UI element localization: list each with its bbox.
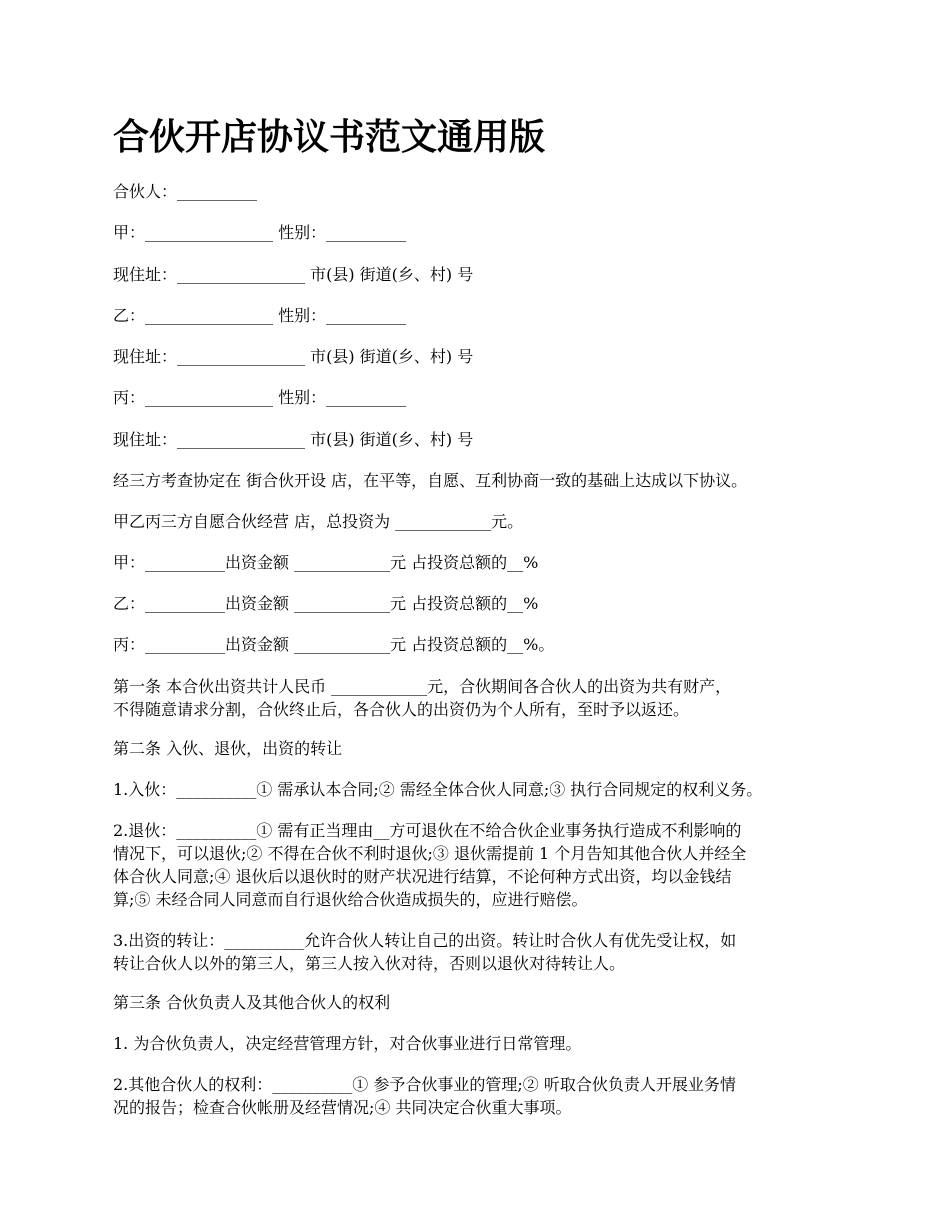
article-2-withdrawal: 2.退伙：__________① 需有正当理由__方可退伙在不给合伙企业事务执行造成不利影响的 情况下，可以退伙;② 不得在合伙不利时退伙;③ 退伙需提前 1 个月告知其他合伙人并经全 体合伙人同意;④ 退伙后以退伙时的财产状况进行结算，不论何种方式出资，均以金钱结 算;⑤ 未经合同人同意而自行退伙给合伙造成损失的，应进行赔偿。 xyxy=(113,821,747,909)
party-b-contribution: 乙：__________出资金额 ____________元 占投资总额的__% xyxy=(113,594,539,613)
agreement-intro: 经三方考查协定在 街合伙开设 店，在平等，自愿、互利协商一致的基础上达成以下协议。 xyxy=(113,471,748,490)
article-2-heading: 第二条 入伙、退伙，出资的转让 xyxy=(113,739,343,758)
article-3-other-rights: 2.其他合伙人的权利：__________① 参予合伙事业的管理;② 听取合伙负责人开展业务情 况的报告；检查合伙帐册及经营情况;④ 共同决定合伙重大事项。 xyxy=(113,1075,736,1117)
article-2-transfer: 3.出资的转让：__________允许合伙人转让自己的出资。转让时合伙人有优先受让权，如 转让合伙人以外的第三人，第三人按入伙对待，否则以退伙对待转让人。 xyxy=(113,931,737,973)
article-3-heading: 第三条 合伙负责人及其他合伙人的权利 xyxy=(113,993,391,1012)
article-1: 第一条 本合伙出资共计人民币 ____________元，合伙期间各合伙人的出资为共有财产， 不得随意请求分割，合伙终止后，各合伙人的出资仍为个人所有，至时予以返还。 xyxy=(113,677,732,719)
document-title: 合伙开店协议书范文通用版 xyxy=(113,116,546,158)
party-a-contribution: 甲：__________出资金额 ____________元 占投资总额的__% xyxy=(113,553,539,572)
party-b-line: 乙：________________ 性别：__________ xyxy=(113,306,407,325)
article-2-joining: 1.入伙：__________① 需承认本合同;② 需经全体合伙人同意;③ 执行合同规定的权利义务。 xyxy=(113,780,763,799)
party-a-line: 甲：________________ 性别：__________ xyxy=(113,223,407,242)
party-c-contribution: 丙：__________出资金额 ____________元 占投资总额的__%。 xyxy=(113,635,555,654)
party-b-address: 现住址：________________ 市(县) 街道(乡、村) 号 xyxy=(113,347,474,366)
partners-line: 合伙人：__________ xyxy=(113,182,258,201)
total-investment: 甲乙丙三方自愿合伙经营 店，总投资为 ____________元。 xyxy=(113,512,524,531)
party-c-address: 现住址：________________ 市(县) 街道(乡、村) 号 xyxy=(113,430,474,449)
party-a-address: 现住址：________________ 市(县) 街道(乡、村) 号 xyxy=(113,265,474,284)
article-3-manager: 1. 为合伙负责人，决定经营管理方针，对合伙事业进行日常管理。 xyxy=(113,1034,582,1053)
party-c-line: 丙：________________ 性别：__________ xyxy=(113,388,407,407)
